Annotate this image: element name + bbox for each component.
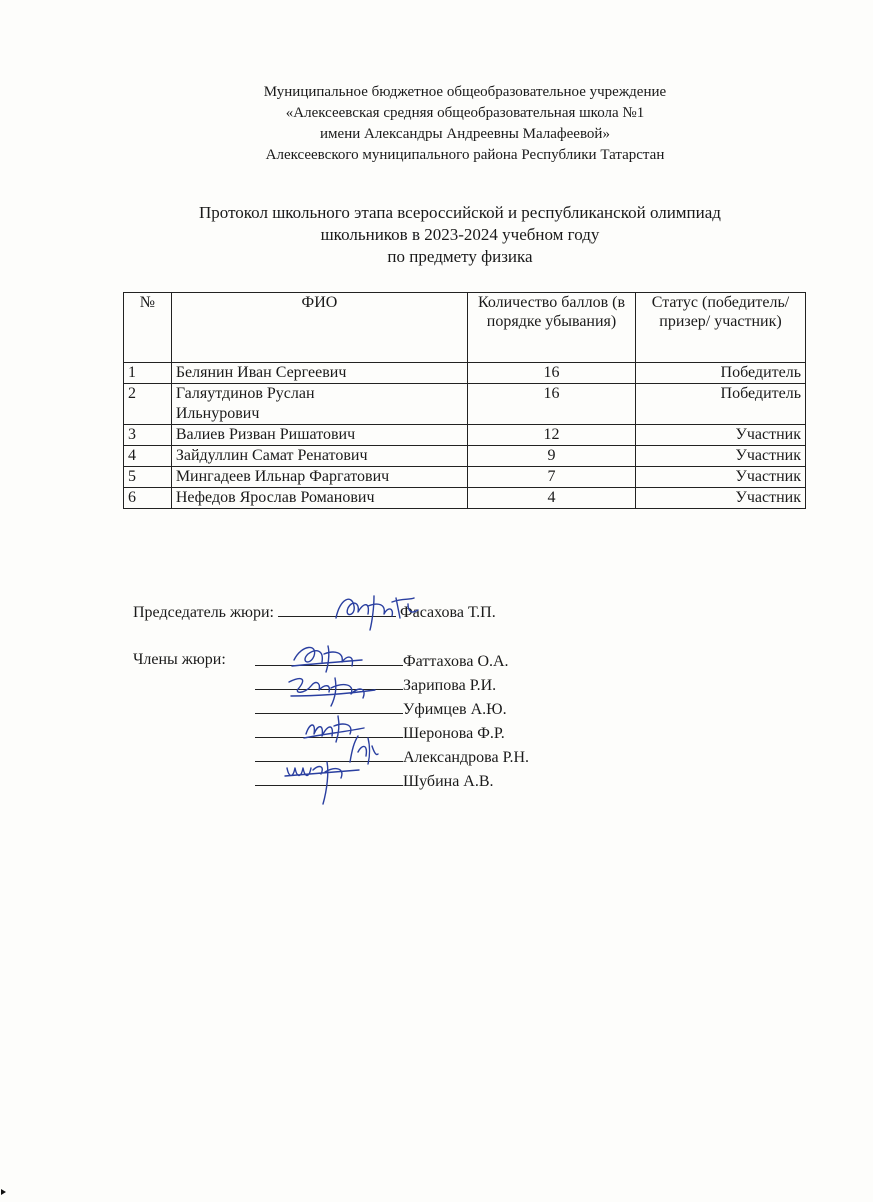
jury-member-name: Шеронова Ф.Р. <box>403 725 505 742</box>
jury-member-name: Шубина А.В. <box>403 773 494 790</box>
jury-member-name: Уфимцев А.Ю. <box>403 701 507 718</box>
header-num: № <box>124 293 172 363</box>
table-row <box>124 467 806 488</box>
cell-num: 4 <box>124 446 172 467</box>
cell-status: Участник <box>635 446 805 467</box>
table-header-row <box>124 293 806 363</box>
header-score: Количество баллов (в порядке убывания) <box>468 293 636 363</box>
school-header <box>140 82 790 166</box>
header-fio: ФИО <box>171 293 467 363</box>
cell-status: Участник <box>635 488 805 509</box>
jury-member-name: Фаттахова О.А. <box>403 653 509 670</box>
cell-fio: Валиев Ризван Ришатович <box>171 425 467 446</box>
cell-score: 16 <box>468 363 636 384</box>
cell-fio: Белянин Иван Сергеевич <box>171 363 467 384</box>
member-signature-2 <box>285 668 385 708</box>
table-row <box>124 446 806 467</box>
header-line: Муниципальное бюджетное общеобразовательное учреждение <box>263 84 667 100</box>
cell-score: 4 <box>468 488 636 509</box>
cell-fio: Галяутдинов Руслан Ильнурович <box>171 384 467 425</box>
title-line: школьников в 2023-2024 учебном году <box>320 225 600 244</box>
jury-chair-row <box>133 600 496 624</box>
cell-score: 12 <box>468 425 636 446</box>
chair-signature <box>330 588 440 632</box>
cell-score: 7 <box>468 467 636 488</box>
cell-score: 16 <box>468 384 636 425</box>
cell-status: Победитель <box>635 363 805 384</box>
cell-num: 6 <box>124 488 172 509</box>
cell-num: 1 <box>124 363 172 384</box>
cell-score: 9 <box>468 446 636 467</box>
cell-fio: Нефедов Ярослав Романович <box>171 488 467 509</box>
cell-status: Победитель <box>635 384 805 425</box>
table-row <box>124 363 806 384</box>
protocol-title <box>110 202 810 268</box>
jury-member-name: Зарипова Р.И. <box>403 677 497 694</box>
member-signature-5 <box>283 752 363 812</box>
cell-num: 3 <box>124 425 172 446</box>
cell-fio: Зайдуллин Самат Ренатович <box>171 446 467 467</box>
cell-status: Участник <box>635 425 805 446</box>
cell-num: 2 <box>124 384 172 425</box>
table-row <box>124 488 806 509</box>
header-line: Алексеевского муниципального района Республики Татарстан <box>265 147 665 163</box>
cell-num: 5 <box>124 467 172 488</box>
header-status: Статус (победитель/ призер/ участник) <box>635 293 805 363</box>
header-line: имени Александры Андреевны Малафеевой» <box>320 126 610 142</box>
results-table <box>123 292 806 509</box>
jury-chair-name: Фасахова Т.П. <box>400 604 496 621</box>
scan-mark <box>0 1184 10 1194</box>
table-row <box>124 384 806 425</box>
jury-members-label: Члены жюри: <box>133 651 226 668</box>
table-row <box>124 425 806 446</box>
cell-status: Участник <box>635 467 805 488</box>
cell-fio: Мингадеев Ильнар Фаргатович <box>171 467 467 488</box>
jury-member-name: Александрова Р.Н. <box>403 749 530 766</box>
jury-chair-label: Председатель жюри: <box>133 604 274 621</box>
header-line: «Алексеевская средняя общеобразовательная школа №1 <box>285 105 645 121</box>
title-line: по предмету физика <box>387 247 533 266</box>
title-line: Протокол школьного этапа всероссийской и республиканской олимпиад <box>199 203 721 222</box>
